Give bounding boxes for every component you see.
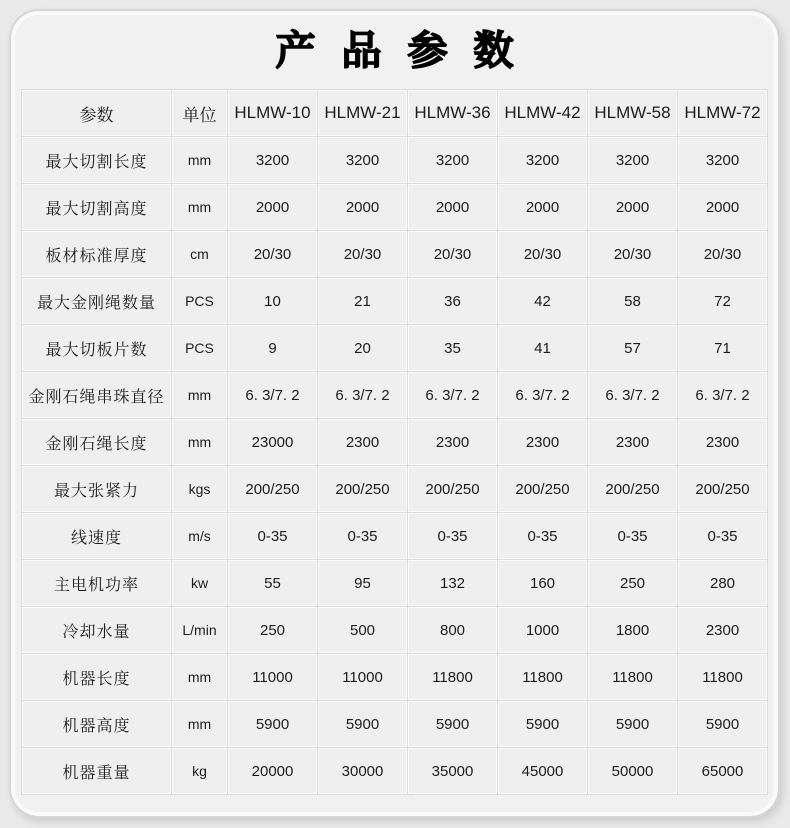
value-cell: 9 bbox=[228, 325, 318, 372]
unit-cell: PCS bbox=[172, 278, 228, 325]
header-model: HLMW-58 bbox=[588, 90, 678, 137]
table-row bbox=[22, 372, 768, 419]
value-cell: 72 bbox=[678, 278, 768, 325]
value-cell: 95 bbox=[318, 560, 408, 607]
value-cell: 35000 bbox=[408, 748, 498, 795]
value-cell: 2000 bbox=[318, 184, 408, 231]
value-cell: 2300 bbox=[678, 607, 768, 654]
value-cell: 200/250 bbox=[498, 466, 588, 513]
param-label-cell: 最大切割高度 bbox=[22, 184, 172, 231]
unit-cell: mm bbox=[172, 419, 228, 466]
value-cell: 20/30 bbox=[228, 231, 318, 278]
value-cell: 6. 3/7. 2 bbox=[408, 372, 498, 419]
value-cell: 11000 bbox=[318, 654, 408, 701]
table-row bbox=[22, 278, 768, 325]
table-row bbox=[22, 137, 768, 184]
header-param: 参数 bbox=[22, 90, 172, 137]
value-cell: 11800 bbox=[588, 654, 678, 701]
unit-cell: PCS bbox=[172, 325, 228, 372]
unit-cell: kgs bbox=[172, 466, 228, 513]
value-cell: 0-35 bbox=[408, 513, 498, 560]
unit-cell: L/min bbox=[172, 607, 228, 654]
value-cell: 132 bbox=[408, 560, 498, 607]
value-cell: 6. 3/7. 2 bbox=[318, 372, 408, 419]
param-label-cell: 机器长度 bbox=[22, 654, 172, 701]
value-cell: 2300 bbox=[498, 419, 588, 466]
table-row bbox=[22, 560, 768, 607]
value-cell: 0-35 bbox=[228, 513, 318, 560]
value-cell: 5900 bbox=[498, 701, 588, 748]
value-cell: 20/30 bbox=[678, 231, 768, 278]
value-cell: 20/30 bbox=[498, 231, 588, 278]
value-cell: 0-35 bbox=[498, 513, 588, 560]
value-cell: 41 bbox=[498, 325, 588, 372]
param-label-cell: 板材标准厚度 bbox=[22, 231, 172, 278]
value-cell: 6. 3/7. 2 bbox=[678, 372, 768, 419]
header-model: HLMW-21 bbox=[318, 90, 408, 137]
table-row bbox=[22, 654, 768, 701]
value-cell: 11800 bbox=[498, 654, 588, 701]
unit-cell: mm bbox=[172, 654, 228, 701]
table-row bbox=[22, 325, 768, 372]
table-header bbox=[22, 90, 768, 137]
value-cell: 5900 bbox=[408, 701, 498, 748]
value-cell: 20/30 bbox=[588, 231, 678, 278]
value-cell: 35 bbox=[408, 325, 498, 372]
value-cell: 55 bbox=[228, 560, 318, 607]
param-label-cell: 最大切板片数 bbox=[22, 325, 172, 372]
table-row bbox=[22, 607, 768, 654]
value-cell: 6. 3/7. 2 bbox=[228, 372, 318, 419]
value-cell: 2300 bbox=[678, 419, 768, 466]
value-cell: 200/250 bbox=[678, 466, 768, 513]
value-cell: 500 bbox=[318, 607, 408, 654]
table-row bbox=[22, 513, 768, 560]
unit-cell: cm bbox=[172, 231, 228, 278]
value-cell: 3200 bbox=[498, 137, 588, 184]
unit-cell: m/s bbox=[172, 513, 228, 560]
value-cell: 0-35 bbox=[318, 513, 408, 560]
table-row bbox=[22, 701, 768, 748]
value-cell: 250 bbox=[588, 560, 678, 607]
param-label-cell: 机器重量 bbox=[22, 748, 172, 795]
value-cell: 20/30 bbox=[318, 231, 408, 278]
param-label-cell: 最大张紧力 bbox=[22, 466, 172, 513]
value-cell: 3200 bbox=[588, 137, 678, 184]
value-cell: 71 bbox=[678, 325, 768, 372]
header-model: HLMW-42 bbox=[498, 90, 588, 137]
value-cell: 6. 3/7. 2 bbox=[588, 372, 678, 419]
param-label-cell: 最大金刚绳数量 bbox=[22, 278, 172, 325]
value-cell: 23000 bbox=[228, 419, 318, 466]
value-cell: 2000 bbox=[228, 184, 318, 231]
param-label-cell: 冷却水量 bbox=[22, 607, 172, 654]
value-cell: 2000 bbox=[588, 184, 678, 231]
unit-cell: mm bbox=[172, 137, 228, 184]
value-cell: 11800 bbox=[678, 654, 768, 701]
param-label-cell: 线速度 bbox=[22, 513, 172, 560]
value-cell: 200/250 bbox=[228, 466, 318, 513]
value-cell: 5900 bbox=[588, 701, 678, 748]
table-row bbox=[22, 184, 768, 231]
header-model: HLMW-10 bbox=[228, 90, 318, 137]
value-cell: 3200 bbox=[408, 137, 498, 184]
value-cell: 3200 bbox=[318, 137, 408, 184]
table-row bbox=[22, 231, 768, 278]
value-cell: 200/250 bbox=[318, 466, 408, 513]
header-model: HLMW-72 bbox=[678, 90, 768, 137]
header-row bbox=[22, 90, 768, 137]
value-cell: 21 bbox=[318, 278, 408, 325]
value-cell: 0-35 bbox=[678, 513, 768, 560]
value-cell: 0-35 bbox=[588, 513, 678, 560]
value-cell: 20 bbox=[318, 325, 408, 372]
param-label-cell: 最大切割长度 bbox=[22, 137, 172, 184]
value-cell: 2300 bbox=[588, 419, 678, 466]
value-cell: 2000 bbox=[408, 184, 498, 231]
value-cell: 2000 bbox=[678, 184, 768, 231]
value-cell: 6. 3/7. 2 bbox=[498, 372, 588, 419]
value-cell: 800 bbox=[408, 607, 498, 654]
param-label-cell: 金刚石绳长度 bbox=[22, 419, 172, 466]
unit-cell: kw bbox=[172, 560, 228, 607]
value-cell: 30000 bbox=[318, 748, 408, 795]
unit-cell: mm bbox=[172, 184, 228, 231]
value-cell: 5900 bbox=[678, 701, 768, 748]
value-cell: 5900 bbox=[228, 701, 318, 748]
value-cell: 20000 bbox=[228, 748, 318, 795]
table-row bbox=[22, 419, 768, 466]
value-cell: 5900 bbox=[318, 701, 408, 748]
param-label-cell: 主电机功率 bbox=[22, 560, 172, 607]
value-cell: 57 bbox=[588, 325, 678, 372]
value-cell: 58 bbox=[588, 278, 678, 325]
value-cell: 10 bbox=[228, 278, 318, 325]
page-title: 产品参数 bbox=[275, 29, 540, 73]
value-cell: 1800 bbox=[588, 607, 678, 654]
header-unit: 单位 bbox=[172, 90, 228, 137]
unit-cell: mm bbox=[172, 372, 228, 419]
value-cell: 36 bbox=[408, 278, 498, 325]
value-cell: 11800 bbox=[408, 654, 498, 701]
value-cell: 42 bbox=[498, 278, 588, 325]
value-cell: 2300 bbox=[408, 419, 498, 466]
value-cell: 3200 bbox=[678, 137, 768, 184]
value-cell: 2000 bbox=[498, 184, 588, 231]
value-cell: 250 bbox=[228, 607, 318, 654]
value-cell: 200/250 bbox=[408, 466, 498, 513]
parameters-table bbox=[21, 89, 768, 795]
value-cell: 200/250 bbox=[588, 466, 678, 513]
value-cell: 50000 bbox=[588, 748, 678, 795]
value-cell: 160 bbox=[498, 560, 588, 607]
product-parameters-card bbox=[9, 9, 780, 818]
param-label-cell: 机器高度 bbox=[22, 701, 172, 748]
value-cell: 280 bbox=[678, 560, 768, 607]
value-cell: 3200 bbox=[228, 137, 318, 184]
value-cell: 2300 bbox=[318, 419, 408, 466]
table-body bbox=[22, 137, 768, 795]
unit-cell: mm bbox=[172, 701, 228, 748]
header-model: HLMW-36 bbox=[408, 90, 498, 137]
value-cell: 11000 bbox=[228, 654, 318, 701]
param-label-cell: 金刚石绳串珠直径 bbox=[22, 372, 172, 419]
value-cell: 20/30 bbox=[408, 231, 498, 278]
table-row bbox=[22, 466, 768, 513]
value-cell: 45000 bbox=[498, 748, 588, 795]
value-cell: 1000 bbox=[498, 607, 588, 654]
table-row bbox=[22, 748, 768, 795]
value-cell: 65000 bbox=[678, 748, 768, 795]
unit-cell: kg bbox=[172, 748, 228, 795]
